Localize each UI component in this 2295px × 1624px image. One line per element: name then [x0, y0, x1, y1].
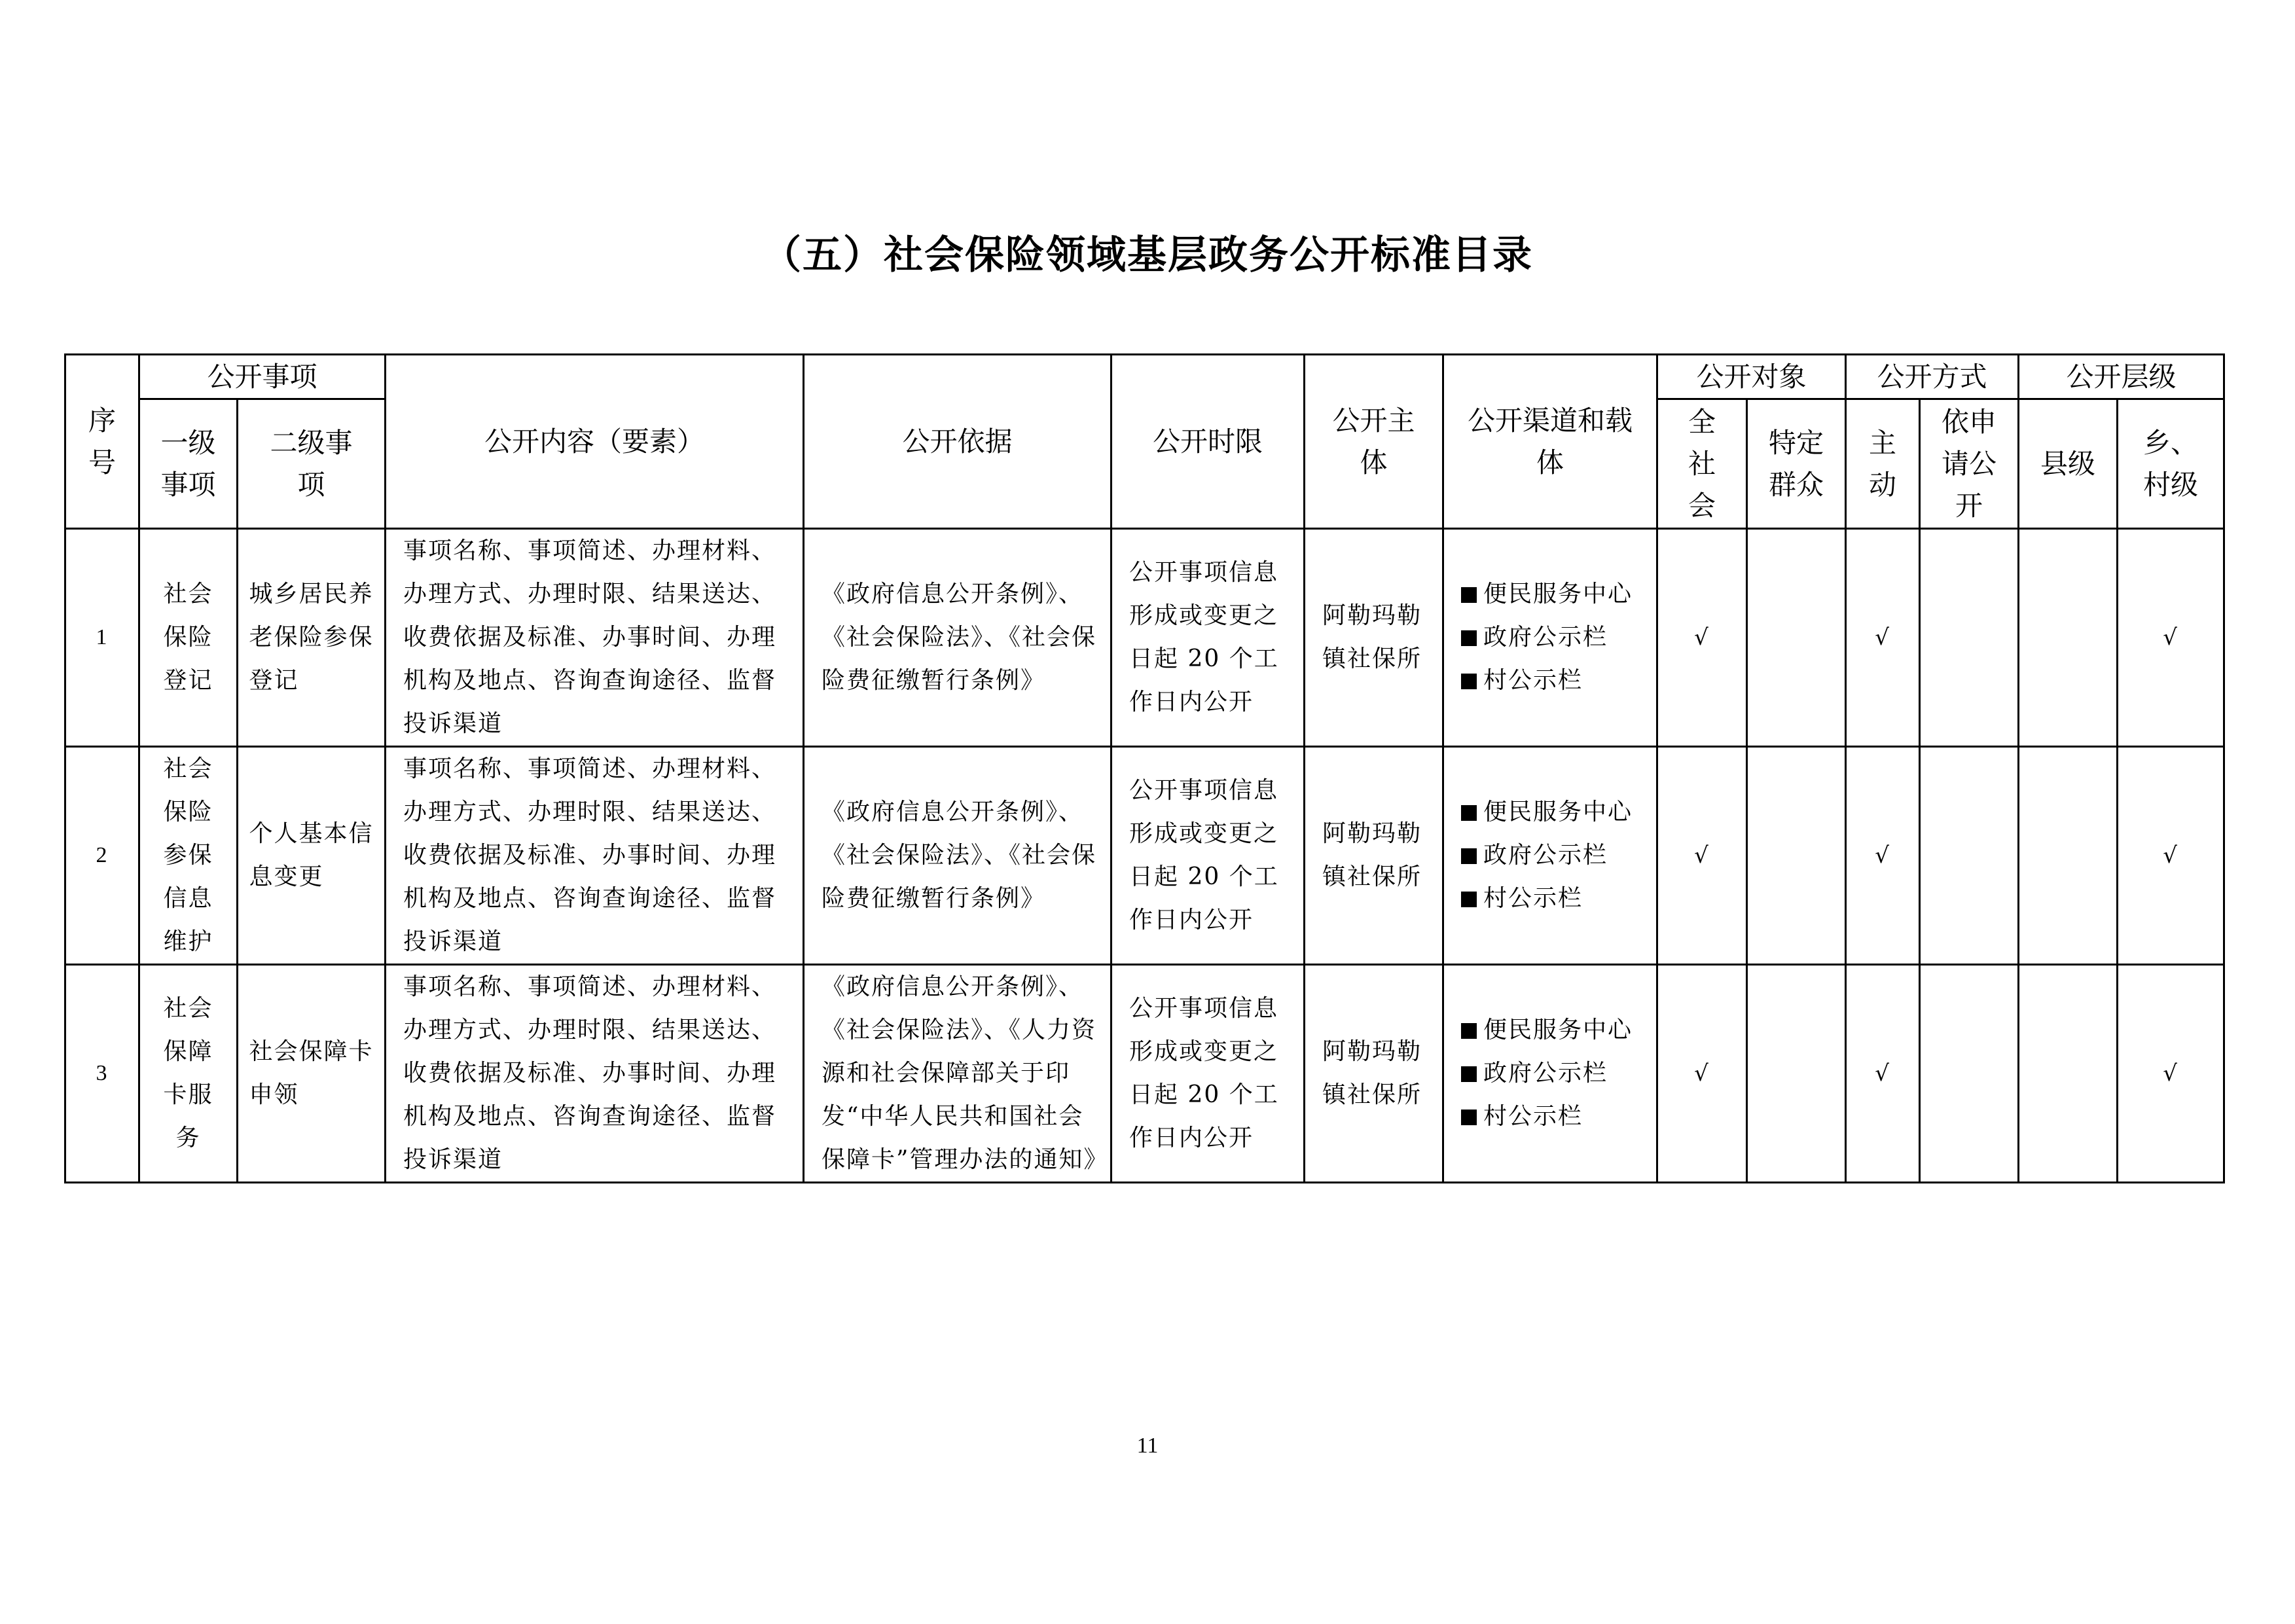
header-level2 [238, 399, 386, 529]
square-bullet-icon [1461, 630, 1477, 646]
row-level2-text: 个人基本信息变更 [249, 820, 374, 890]
row-time-limit: 公开事项信息形成或变更之日起 20 个工作日内公开 [1111, 747, 1305, 965]
header-seq-line: 号 [88, 446, 116, 478]
row-method-request [1920, 965, 2019, 1183]
header-level2-line: 二级事 [270, 426, 353, 459]
row-content: 事项名称、事项简述、办理材料、办理方式、办理时限、结果送达、收费依据及标准、办事时间、办理机构及地点、咨询查询途径、监督投诉渠道 [386, 965, 804, 1183]
square-bullet-icon [1461, 848, 1477, 864]
row-level1 [139, 965, 238, 1183]
square-bullet-icon [1461, 805, 1477, 821]
table-row [65, 529, 2224, 747]
row-level2-text: 城乡居民养老保险参保登记 [249, 581, 374, 694]
channel-label: 村公示栏 [1483, 667, 1583, 694]
header-method-group: 公开方式 [1846, 355, 2019, 399]
row-subject: 阿勒玛勒镇社保所 [1305, 529, 1443, 747]
header-seq [65, 355, 139, 529]
channel-label: 便民服务中心 [1483, 1017, 1633, 1043]
header-level1 [139, 399, 238, 529]
channel-item [1461, 616, 1644, 659]
row-channels [1443, 965, 1657, 1183]
header-method-request-line: 依申 [1942, 405, 1997, 438]
header-method-request [1920, 399, 2019, 529]
header-level-group: 公开层级 [2019, 355, 2224, 399]
header-subject-line: 体 [1360, 446, 1388, 478]
row-level-village: √ [2118, 747, 2224, 965]
header-target-specific-line: 群众 [1769, 468, 1824, 501]
header-time-limit: 公开时限 [1111, 355, 1305, 529]
header-level-village [2118, 399, 2224, 529]
header-content: 公开内容（要素） [386, 355, 804, 529]
header-items-group: 公开事项 [139, 355, 386, 399]
header-level2-line: 项 [297, 468, 325, 501]
table-row [65, 965, 2224, 1183]
row-target-specific [1747, 965, 1846, 1183]
square-bullet-icon [1461, 892, 1477, 907]
header-subject [1305, 355, 1443, 529]
row-level1-text: 社会保障卡服务 [163, 995, 213, 1151]
header-target-specific-line: 特定 [1769, 426, 1824, 459]
row-target-all: √ [1657, 747, 1747, 965]
row-method-request [1920, 529, 2019, 747]
channel-item [1461, 573, 1644, 616]
row-subject: 阿勒玛勒镇社保所 [1305, 965, 1443, 1183]
row-level1-text: 社会保险参保信息维护 [163, 755, 213, 955]
header-method-active [1846, 399, 1920, 529]
channel-item [1461, 1095, 1644, 1138]
header-channel [1443, 355, 1657, 529]
row-channels [1443, 747, 1657, 965]
row-method-active: √ [1846, 529, 1920, 747]
header-method-request-line: 开 [1955, 489, 1983, 522]
channel-item [1461, 834, 1644, 877]
row-level2 [238, 529, 386, 747]
channel-label: 政府公示栏 [1483, 624, 1608, 651]
header-level1-line: 一级 [160, 426, 216, 459]
channel-label: 政府公示栏 [1483, 842, 1608, 869]
channel-item [1461, 1052, 1644, 1095]
channel-label: 便民服务中心 [1483, 799, 1633, 825]
page-number: 11 [1136, 1434, 1159, 1458]
header-seq-line: 序 [88, 404, 116, 437]
row-level-village: √ [2118, 965, 2224, 1183]
channel-item [1461, 659, 1644, 702]
header-target-all-line: 全 [1688, 405, 1716, 438]
row-method-active: √ [1846, 965, 1920, 1183]
row-target-all: √ [1657, 529, 1747, 747]
channel-item [1461, 1009, 1644, 1052]
row-target-specific [1747, 529, 1846, 747]
table-row [65, 747, 2224, 965]
row-target-specific [1747, 747, 1846, 965]
header-method-active-line: 动 [1869, 468, 1897, 501]
row-method-active: √ [1846, 747, 1920, 965]
row-seq: 3 [65, 965, 139, 1183]
row-subject: 阿勒玛勒镇社保所 [1305, 747, 1443, 965]
header-target-all-line: 社 [1688, 447, 1716, 480]
row-level-county [2019, 747, 2118, 965]
row-content: 事项名称、事项简述、办理材料、办理方式、办理时限、结果送达、收费依据及标准、办事时间、办理机构及地点、咨询查询途径、监督投诉渠道 [386, 747, 804, 965]
square-bullet-icon [1461, 674, 1477, 689]
channel-label: 村公示栏 [1483, 1103, 1583, 1130]
header-subject-line: 公开主 [1332, 404, 1415, 437]
header-level1-line: 事项 [160, 468, 216, 501]
page-title: （五）社会保险领域基层政务公开标准目录 [762, 232, 1533, 278]
header-level-village-line: 乡、 [2143, 426, 2199, 459]
channel-label: 便民服务中心 [1483, 581, 1633, 607]
square-bullet-icon [1461, 1066, 1477, 1082]
header-target-all-line: 会 [1688, 489, 1716, 522]
row-level1 [139, 747, 238, 965]
header-row-1 [65, 355, 2224, 399]
row-basis: 《政府信息公开条例》、《社会保险法》、《人力资源和社会保障部关于印发“中华人民共和国社会保障卡”管理办法的通知》 [804, 965, 1111, 1183]
square-bullet-icon [1461, 1110, 1477, 1125]
header-basis: 公开依据 [804, 355, 1111, 529]
row-basis: 《政府信息公开条例》、《社会保险法》、《社会保险费征缴暂行条例》 [804, 529, 1111, 747]
header-target-specific [1747, 399, 1846, 529]
header-channel-line: 体 [1536, 446, 1564, 478]
row-content: 事项名称、事项简述、办理材料、办理方式、办理时限、结果送达、收费依据及标准、办事时间、办理机构及地点、咨询查询途径、监督投诉渠道 [386, 529, 804, 747]
row-level2 [238, 965, 386, 1183]
row-level-village: √ [2118, 529, 2224, 747]
channel-item [1461, 791, 1644, 834]
row-method-request [1920, 747, 2019, 965]
row-level-county [2019, 965, 2118, 1183]
row-seq: 1 [65, 529, 139, 747]
row-level-county [2019, 529, 2118, 747]
header-method-request-line: 请公 [1942, 447, 1997, 480]
square-bullet-icon [1461, 587, 1477, 603]
header-level-village-line: 村级 [2143, 468, 2199, 501]
square-bullet-icon [1461, 1023, 1477, 1039]
channel-label: 村公示栏 [1483, 885, 1583, 912]
catalog-table [64, 353, 2225, 1183]
header-target-all [1657, 399, 1747, 529]
row-target-all: √ [1657, 965, 1747, 1183]
row-level2-text: 社会保障卡申领 [249, 1038, 374, 1108]
channel-item [1461, 877, 1644, 920]
row-time-limit: 公开事项信息形成或变更之日起 20 个工作日内公开 [1111, 965, 1305, 1183]
row-time-limit: 公开事项信息形成或变更之日起 20 个工作日内公开 [1111, 529, 1305, 747]
row-level1 [139, 529, 238, 747]
row-basis: 《政府信息公开条例》、《社会保险法》、《社会保险费征缴暂行条例》 [804, 747, 1111, 965]
row-level2 [238, 747, 386, 965]
header-target-group: 公开对象 [1657, 355, 1846, 399]
channel-label: 政府公示栏 [1483, 1060, 1608, 1087]
row-seq: 2 [65, 747, 139, 965]
header-method-active-line: 主 [1869, 426, 1897, 459]
row-channels [1443, 529, 1657, 747]
row-level1-text: 社会保险登记 [163, 581, 213, 694]
header-level-county: 县级 [2019, 399, 2118, 529]
header-channel-line: 公开渠道和载 [1468, 404, 1633, 437]
